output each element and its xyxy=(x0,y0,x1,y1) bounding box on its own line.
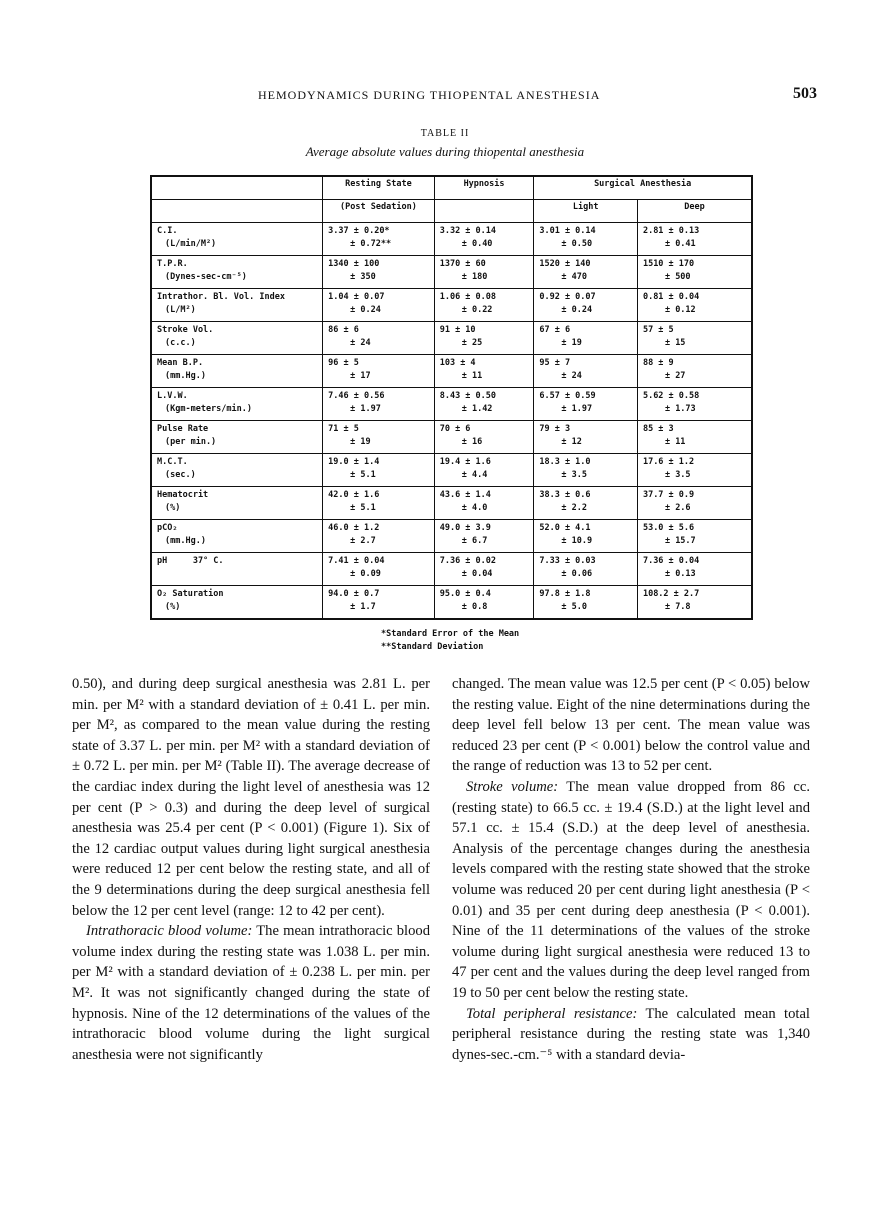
cell-light xyxy=(534,520,638,553)
value-deviation: ± 2.2 xyxy=(561,503,587,513)
value-deviation: ± 1.42 xyxy=(461,404,493,414)
table-footnotes xyxy=(381,628,519,654)
value-mean: 38.3 ± 0.6 xyxy=(539,490,591,500)
value-mean: 19.0 ± 1.4 xyxy=(328,457,380,467)
cell-light xyxy=(534,355,638,388)
value-deviation: ± 0.22 xyxy=(461,305,493,315)
table-row xyxy=(151,454,752,487)
cell-hypnosis xyxy=(434,388,534,421)
value-deviation: ± 0.12 xyxy=(664,305,696,315)
table-row xyxy=(151,520,752,553)
cell-hypnosis xyxy=(434,355,534,388)
value-mean: 7.46 ± 0.56 xyxy=(328,391,385,401)
row-variable xyxy=(151,520,323,553)
variable-unit: (c.c.) xyxy=(165,338,196,348)
value-deviation: ± 0.41 xyxy=(664,239,696,249)
variable-name: O₂ Saturation xyxy=(157,589,224,599)
cell-light xyxy=(534,454,638,487)
value-mean: 91 ± 10 xyxy=(439,325,476,335)
value-mean: 3.32 ± 0.14 xyxy=(439,226,497,236)
paragraph-tpr xyxy=(452,1004,810,1066)
page-number: 503 xyxy=(793,85,817,102)
cell-deep xyxy=(637,388,752,421)
paragraph-cardiac-index: 0.50), and during deep surgical anesthesia was 2.81 L. per min. per M² with a standard deviation of ± 0.41 L. per min. per M², as compared to the mean value during the resting state of 3.37 L. per min. per M² with a standard deviation of ± 0.72 L. per min. per M² (Table II). The average decrease of the cardiac index during the light level of anesthesia was 12 per cent (P > 0.3) and during the deep level of surgical anesthesia was 25.4 per cent (P < 0.001) (Figure 1). Six of the 12 cardiac output values during light surgical anesthesia were reduced 12 per cent below the resting state, and all of the 9 determinations during the deep surgical anesthesia fell below the 12 per cent level (range: 12 to 42 per cent). xyxy=(72,676,430,919)
value-mean: 7.36 ± 0.02 xyxy=(439,556,497,566)
cell-deep xyxy=(637,223,752,256)
table-row xyxy=(151,223,752,256)
header-resting: Resting State xyxy=(323,176,435,200)
variable-name: L.V.W. xyxy=(157,391,188,401)
value-deviation: ± 16 xyxy=(461,437,483,447)
header-empty-2 xyxy=(151,200,323,223)
header-empty xyxy=(151,176,323,200)
cell-resting xyxy=(323,388,435,421)
value-mean: 88 ± 9 xyxy=(642,358,674,368)
row-variable xyxy=(151,355,323,388)
header-hypnosis: Hypnosis xyxy=(434,176,534,200)
row-variable xyxy=(151,256,323,289)
value-mean: 97.8 ± 1.8 xyxy=(539,589,591,599)
header-deep: Deep xyxy=(637,200,752,223)
value-mean: 71 ± 5 xyxy=(328,424,359,434)
value-mean: 95.0 ± 0.4 xyxy=(439,589,491,599)
value-deviation: ± 4.4 xyxy=(461,470,488,480)
cell-light xyxy=(534,322,638,355)
variable-name: T.P.R. xyxy=(157,259,188,269)
cell-resting xyxy=(323,322,435,355)
value-mean: 67 ± 6 xyxy=(539,325,571,335)
cell-hypnosis xyxy=(434,256,534,289)
cell-deep xyxy=(637,487,752,520)
table-row xyxy=(151,355,752,388)
value-mean: 46.0 ± 1.2 xyxy=(328,523,380,533)
value-mean: 18.3 ± 1.0 xyxy=(539,457,591,467)
value-deviation: ± 470 xyxy=(561,272,587,282)
header-resting-sub: (Post Sedation) xyxy=(323,200,435,223)
value-mean: 85 ± 3 xyxy=(642,424,674,434)
table-row xyxy=(151,322,752,355)
row-variable xyxy=(151,322,323,355)
cell-light xyxy=(534,487,638,520)
value-mean: 0.92 ± 0.07 xyxy=(539,292,596,302)
cell-light xyxy=(534,223,638,256)
cell-deep xyxy=(637,520,752,553)
value-mean: 7.36 ± 0.04 xyxy=(642,556,700,566)
heading-intrathoracic: Intrathoracic blood volume: xyxy=(86,923,253,940)
cell-resting xyxy=(323,553,435,586)
value-deviation: ± 6.7 xyxy=(461,536,488,546)
row-variable xyxy=(151,454,323,487)
value-mean: 42.0 ± 1.6 xyxy=(328,490,380,500)
cell-hypnosis xyxy=(434,586,534,620)
value-deviation: ± 0.72** xyxy=(350,239,392,249)
cell-resting xyxy=(323,487,435,520)
footnote-sem: *Standard Error of the Mean xyxy=(381,629,520,639)
value-mean: 43.6 ± 1.4 xyxy=(439,490,491,500)
variable-name: Stroke Vol. xyxy=(157,325,214,335)
paragraph-intrathoracic-cont: changed. The mean value was 12.5 per cent (P < 0.05) below the resting value. Eight of the nine determinations during the deep level fell below 13 per cent. The mean value was reduced 23 per cent (P < 0.001) below the control value and the range of reduction was 13 to 52 per cent. xyxy=(452,676,810,775)
row-variable xyxy=(151,586,323,620)
value-mean: 1510 ± 170 xyxy=(642,259,695,269)
variable-name: pCO₂ xyxy=(157,523,178,533)
value-deviation: ± 17 xyxy=(350,371,371,381)
cell-hypnosis xyxy=(434,223,534,256)
variable-unit: (%) xyxy=(165,503,181,513)
value-mean: 79 ± 3 xyxy=(539,424,571,434)
value-deviation: ± 10.9 xyxy=(561,536,593,546)
table-row xyxy=(151,586,752,620)
value-deviation: ± 11 xyxy=(664,437,686,447)
row-variable xyxy=(151,388,323,421)
value-mean: 7.33 ± 0.03 xyxy=(539,556,596,566)
value-mean: 103 ± 4 xyxy=(439,358,476,368)
variable-unit: (%) xyxy=(165,602,181,612)
cell-resting xyxy=(323,256,435,289)
heading-stroke-volume: Stroke volume: xyxy=(466,778,559,795)
cell-deep xyxy=(637,553,752,586)
value-deviation: ± 27 xyxy=(664,371,686,381)
row-variable xyxy=(151,289,323,322)
cell-hypnosis xyxy=(434,289,534,322)
value-mean: 94.0 ± 0.7 xyxy=(328,589,380,599)
cell-hypnosis xyxy=(434,322,534,355)
variable-unit: (L/min/M²) xyxy=(165,239,217,249)
paragraph-stroke-volume xyxy=(452,777,810,1004)
value-deviation: ± 0.40 xyxy=(461,239,493,249)
value-mean: 70 ± 6 xyxy=(439,424,471,434)
table-row xyxy=(151,421,752,454)
value-deviation: ± 11 xyxy=(461,371,483,381)
value-deviation: ± 0.50 xyxy=(561,239,593,249)
value-deviation: ± 5.0 xyxy=(561,602,587,612)
table-row xyxy=(151,256,752,289)
value-mean: 1370 ± 60 xyxy=(439,259,486,269)
value-mean: 52.0 ± 4.1 xyxy=(539,523,591,533)
cell-deep xyxy=(637,289,752,322)
table-row xyxy=(151,388,752,421)
cell-resting xyxy=(323,586,435,620)
cell-hypnosis xyxy=(434,487,534,520)
cell-hypnosis xyxy=(434,421,534,454)
value-mean: 7.41 ± 0.04 xyxy=(328,556,385,566)
row-variable xyxy=(151,223,323,256)
value-mean: 5.62 ± 0.58 xyxy=(642,391,700,401)
row-variable xyxy=(151,553,323,586)
header-empty-3 xyxy=(434,200,534,223)
cell-hypnosis xyxy=(434,553,534,586)
value-deviation: ± 0.24 xyxy=(350,305,381,315)
cell-resting xyxy=(323,454,435,487)
value-mean: 95 ± 7 xyxy=(539,358,571,368)
left-column xyxy=(72,674,430,1065)
value-mean: 19.4 ± 1.6 xyxy=(439,457,491,467)
cell-resting xyxy=(323,355,435,388)
value-mean: 1340 ± 100 xyxy=(328,259,380,269)
variable-unit: (mm.Hg.) xyxy=(165,371,206,381)
cell-deep xyxy=(637,355,752,388)
cell-deep xyxy=(637,322,752,355)
variable-name: M.C.T. xyxy=(157,457,188,467)
value-deviation: ± 350 xyxy=(350,272,376,282)
value-mean: 3.37 ± 0.20* xyxy=(328,226,390,236)
value-deviation: ± 19 xyxy=(561,338,582,348)
value-mean: 86 ± 6 xyxy=(328,325,359,335)
value-deviation: ± 5.1 xyxy=(350,470,376,480)
value-mean: 17.6 ± 1.2 xyxy=(642,457,695,467)
cell-deep xyxy=(637,586,752,620)
right-column xyxy=(452,674,810,1065)
variable-unit: (mm.Hg.) xyxy=(165,536,206,546)
value-deviation: ± 15.7 xyxy=(664,536,696,546)
variable-unit: (Kgm-meters/min.) xyxy=(165,404,252,414)
cell-light xyxy=(534,388,638,421)
cell-hypnosis xyxy=(434,454,534,487)
footnote-sd: **Standard Deviation xyxy=(381,642,484,652)
value-deviation: ± 0.13 xyxy=(664,569,696,579)
body-tpr: The calculated mean total peripheral resistance during the resting state was 1,340 dynes-sec.-cm.⁻⁵ with a standard devia- xyxy=(452,1005,810,1063)
table-label: TABLE II xyxy=(420,128,470,139)
value-mean: 57 ± 5 xyxy=(642,325,674,335)
body-intrathoracic: The mean intrathoracic blood volume index during the resting state was 1.038 L. per min. per M² with a standard deviation of ± 0.238 L. per min. per M². It was not significantly changed during the state of hypnosis. Nine of the 12 determinations of the values of the intrathoracic blood volume during the light surgical anesthesia were not significantly xyxy=(72,923,430,1063)
table-row xyxy=(151,289,752,322)
value-deviation: ± 25 xyxy=(461,338,483,348)
cell-resting xyxy=(323,223,435,256)
value-deviation: ± 1.97 xyxy=(561,404,593,414)
body-stroke-volume: The mean value dropped from 86 cc. (resting state) to 66.5 cc. ± 19.4 (S.D.) at the light level and 57.1 cc. ± 15.4 (S.D.) at the deep level of anesthesia. Analysis of the percentage changes during the anesthesia levels compared with the resting state showed that the stroke volume was reduced 20 per cent during light anesthesia (P < 0.01) and 35 per cent during deep anesthesia (P < 0.001). Nine of the 11 determinations of the values of the stroke volume during light surgical anesthesia were reduced 13 to 47 per cent and the values during the deep level ranged from 19 to 50 per cent below the resting state. xyxy=(452,778,810,1001)
value-deviation: ± 24 xyxy=(350,338,371,348)
variable-name: pH 37° C. xyxy=(157,556,224,566)
value-deviation: ± 0.04 xyxy=(461,569,493,579)
paragraph-intrathoracic xyxy=(72,921,430,1065)
table-row xyxy=(151,487,752,520)
value-deviation: ± 3.5 xyxy=(664,470,691,480)
row-variable xyxy=(151,421,323,454)
variable-name: Intrathor. Bl. Vol. Index xyxy=(157,292,285,302)
cell-light xyxy=(534,421,638,454)
cell-deep xyxy=(637,454,752,487)
value-deviation: ± 0.24 xyxy=(561,305,593,315)
value-mean: 108.2 ± 2.7 xyxy=(642,589,700,599)
value-deviation: ± 2.7 xyxy=(350,536,376,546)
value-deviation: ± 180 xyxy=(461,272,488,282)
cell-light xyxy=(534,586,638,620)
table-row xyxy=(151,553,752,586)
value-deviation: ± 3.5 xyxy=(561,470,587,480)
variable-unit: (sec.) xyxy=(165,470,196,480)
variable-name: Hematocrit xyxy=(157,490,209,500)
value-deviation: ± 12 xyxy=(561,437,582,447)
value-deviation: ± 2.6 xyxy=(664,503,691,513)
header-surgical: Surgical Anesthesia xyxy=(534,176,752,200)
value-mean: 6.57 ± 0.59 xyxy=(539,391,596,401)
value-deviation: ± 0.09 xyxy=(350,569,381,579)
value-deviation: ± 19 xyxy=(350,437,371,447)
table-caption: Average absolute values during thiopental anesthesia xyxy=(305,144,585,159)
value-mean: 8.43 ± 0.50 xyxy=(439,391,497,401)
variable-unit: (per min.) xyxy=(165,437,217,447)
cell-deep xyxy=(637,256,752,289)
heading-tpr: Total peripheral resistance: xyxy=(466,1005,638,1022)
cell-resting xyxy=(323,520,435,553)
value-mean: 3.01 ± 0.14 xyxy=(539,226,596,236)
value-mean: 37.7 ± 0.9 xyxy=(642,490,695,500)
value-mean: 1.06 ± 0.08 xyxy=(439,292,497,302)
value-mean: 2.81 ± 0.13 xyxy=(642,226,700,236)
value-mean: 49.0 ± 3.9 xyxy=(439,523,491,533)
variable-unit: (Dynes-sec-cm⁻⁵) xyxy=(165,272,247,282)
value-deviation: ± 24 xyxy=(561,371,582,381)
value-mean: 53.0 ± 5.6 xyxy=(642,523,695,533)
value-deviation: ± 15 xyxy=(664,338,686,348)
running-title: HEMODYNAMICS DURING THIOPENTAL ANESTHESIA xyxy=(258,88,601,102)
value-deviation: ± 1.97 xyxy=(350,404,381,414)
value-deviation: ± 1.73 xyxy=(664,404,696,414)
value-mean: 1520 ± 140 xyxy=(539,259,591,269)
cell-resting xyxy=(323,289,435,322)
value-deviation: ± 500 xyxy=(664,272,691,282)
value-deviation: ± 5.1 xyxy=(350,503,376,513)
value-mean: 1.04 ± 0.07 xyxy=(328,292,385,302)
cell-light xyxy=(534,553,638,586)
data-table xyxy=(150,175,753,620)
variable-name: Pulse Rate xyxy=(157,424,209,434)
value-deviation: ± 0.8 xyxy=(461,602,488,612)
variable-name: Mean B.P. xyxy=(157,358,204,368)
cell-light xyxy=(534,289,638,322)
value-deviation: ± 1.7 xyxy=(350,602,376,612)
cell-resting xyxy=(323,421,435,454)
running-head xyxy=(0,85,890,108)
cell-deep xyxy=(637,421,752,454)
value-deviation: ± 0.06 xyxy=(561,569,593,579)
cell-light xyxy=(534,256,638,289)
table-body xyxy=(151,223,752,620)
value-deviation: ± 7.8 xyxy=(664,602,691,612)
row-variable xyxy=(151,487,323,520)
cell-hypnosis xyxy=(434,520,534,553)
header-light: Light xyxy=(534,200,638,223)
variable-unit: (L/M²) xyxy=(165,305,196,315)
variable-name: C.I. xyxy=(157,226,178,236)
value-mean: 0.81 ± 0.04 xyxy=(642,292,700,302)
value-mean: 96 ± 5 xyxy=(328,358,359,368)
value-deviation: ± 4.0 xyxy=(461,503,488,513)
